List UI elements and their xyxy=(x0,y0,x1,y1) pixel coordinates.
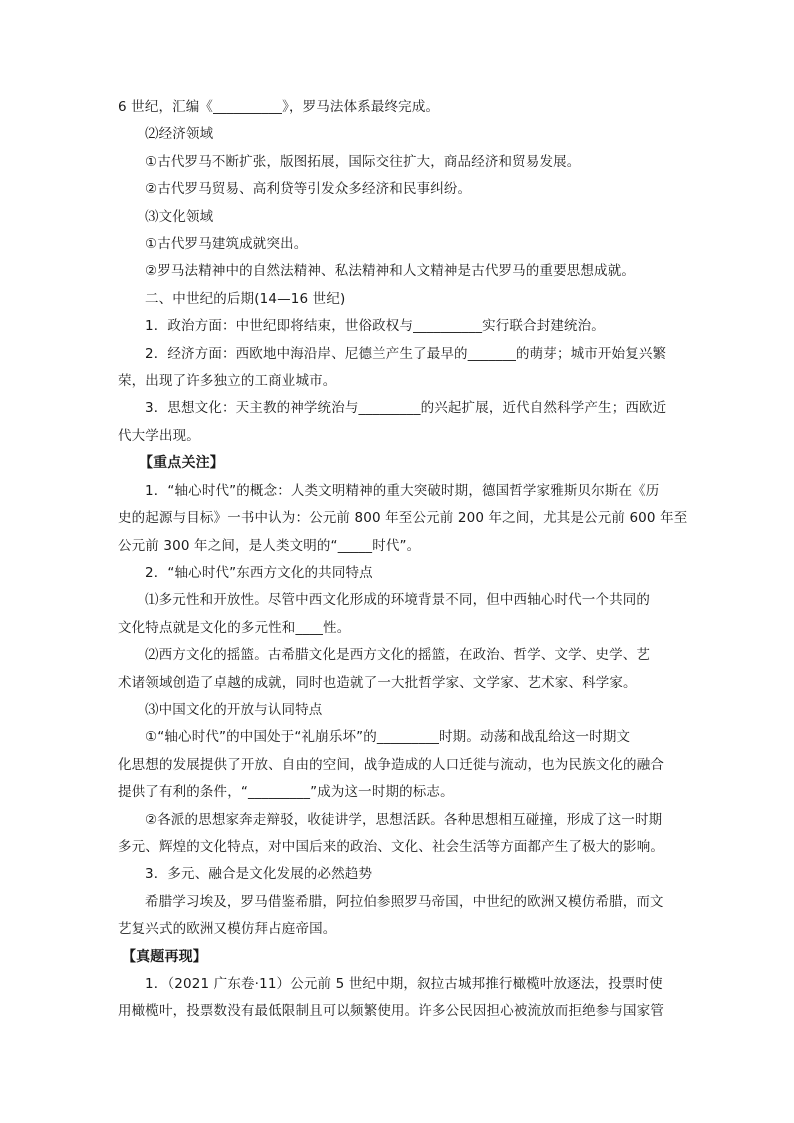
text-line: ②罗马法精神中的自然法精神、私法精神和人文精神是古代罗马的重要思想成就。 xyxy=(145,263,636,280)
section-heading-culture: ⑶文化领域 xyxy=(145,208,214,225)
text-line: 公元前 300 年之间，是人类文明的“_____时代”。 xyxy=(118,537,421,554)
text-line: 3．思想文化：天主教的神学统治与_________的兴起扩展，近代自然科学产生；西欧近 xyxy=(145,400,667,417)
text-line: 提供了有利的条件，“_________”成为这一时期的标志。 xyxy=(118,784,454,801)
text-line: 文化特点就是文化的多元性和____性。 xyxy=(118,619,351,636)
text-line: ⑵西方文化的摇篮。古希腊文化是西方文化的摇篮，在政治、哲学、文学、史学、艺 xyxy=(145,647,651,664)
text-line: ②各派的思想家奔走辩驳，收徒讲学，思想活跃。各种思想相互碰撞，形成了这一时期 xyxy=(145,811,663,828)
text-line: 化思想的发展提供了开放、自由的空间，战争造成的人口迁徙与流动，也为民族文化的融合 xyxy=(118,756,664,773)
text-line: 艺复兴式的欧洲又模仿拜占庭帝国。 xyxy=(118,921,337,938)
text-line: ①古代罗马不断扩张，版图拓展，国际交往扩大，商品经济和贸易发展。 xyxy=(145,153,581,170)
text-line: ⑴多元性和开放性。尽管中西文化形成的环境背景不同，但中西轴心时代一个共同的 xyxy=(145,592,651,609)
text-line: ①“轴心时代”的中国处于“礼崩乐坏”的_________时期。动荡和战乱给这一时期文 xyxy=(145,729,631,746)
text-line: 用橄榄叶，投票数没有最低限制且可以频繁使用。许多公民因担心被流放而拒绝参与国家管 xyxy=(118,1003,664,1020)
text-line: 6 世纪，汇编《__________》，罗马法体系最终完成。 xyxy=(118,99,440,115)
text-line: ①古代罗马建筑成就突出。 xyxy=(145,236,308,253)
text-line: 史的起源与目标》一书中认为：公元前 800 年至公元前 200 年之间，尤其是公元前 600 年至 xyxy=(118,510,688,527)
text-line: 2．“轴心时代”东西方文化的共同特点 xyxy=(145,564,373,581)
text-line: 代大学出现。 xyxy=(118,427,200,444)
text-line: ②古代罗马贸易、高利贷等引发众多经济和民事纠纷。 xyxy=(145,181,472,198)
text-line: 希腊学习埃及，罗马借鉴希腊，阿拉伯参照罗马帝国，中世纪的欧洲又模仿希腊，而文 xyxy=(145,893,664,910)
text-line: 3．多元、融合是文化发展的必然趋势 xyxy=(145,866,373,883)
key-points-heading: 【重点关注】 xyxy=(139,455,224,472)
text-line: 术诸领域创造了卓越的成就，同时也造就了一大批哲学家、文学家、艺术家、科学家。 xyxy=(118,674,637,691)
document-body xyxy=(118,94,688,1026)
real-exam-heading: 【真题再现】 xyxy=(122,948,207,965)
section-heading-late-middle-ages: 二、中世纪的后期(14—16 世纪) xyxy=(145,290,346,307)
text-line: 2．经济方面：西欧地中海沿岸、尼德兰产生了最早的_______的萌芽；城市开始复兴繁 xyxy=(145,345,667,362)
text-line: ⑶中国文化的开放与认同特点 xyxy=(145,701,323,718)
text-line: 1．“轴心时代”的概念：人类文明精神的重大突破时期，德国哲学家雅斯贝尔斯在《历 xyxy=(145,482,660,499)
text-line: 多元、辉煌的文化特点，对中国后来的政治、文化、社会生活等方面都产生了极大的影响。 xyxy=(118,838,664,855)
section-heading-economy: ⑵经济领域 xyxy=(145,126,214,143)
text-line: 1．（2021 广东卷·11）公元前 5 世纪中期，叙拉古城邦推行橄榄叶放逐法，投票时使 xyxy=(145,976,663,992)
text-line: 1．政治方面：中世纪即将结束，世俗政权与__________实行联合封建统治。 xyxy=(145,318,605,335)
text-line: 荣，出现了许多独立的工商业城市。 xyxy=(118,373,337,390)
